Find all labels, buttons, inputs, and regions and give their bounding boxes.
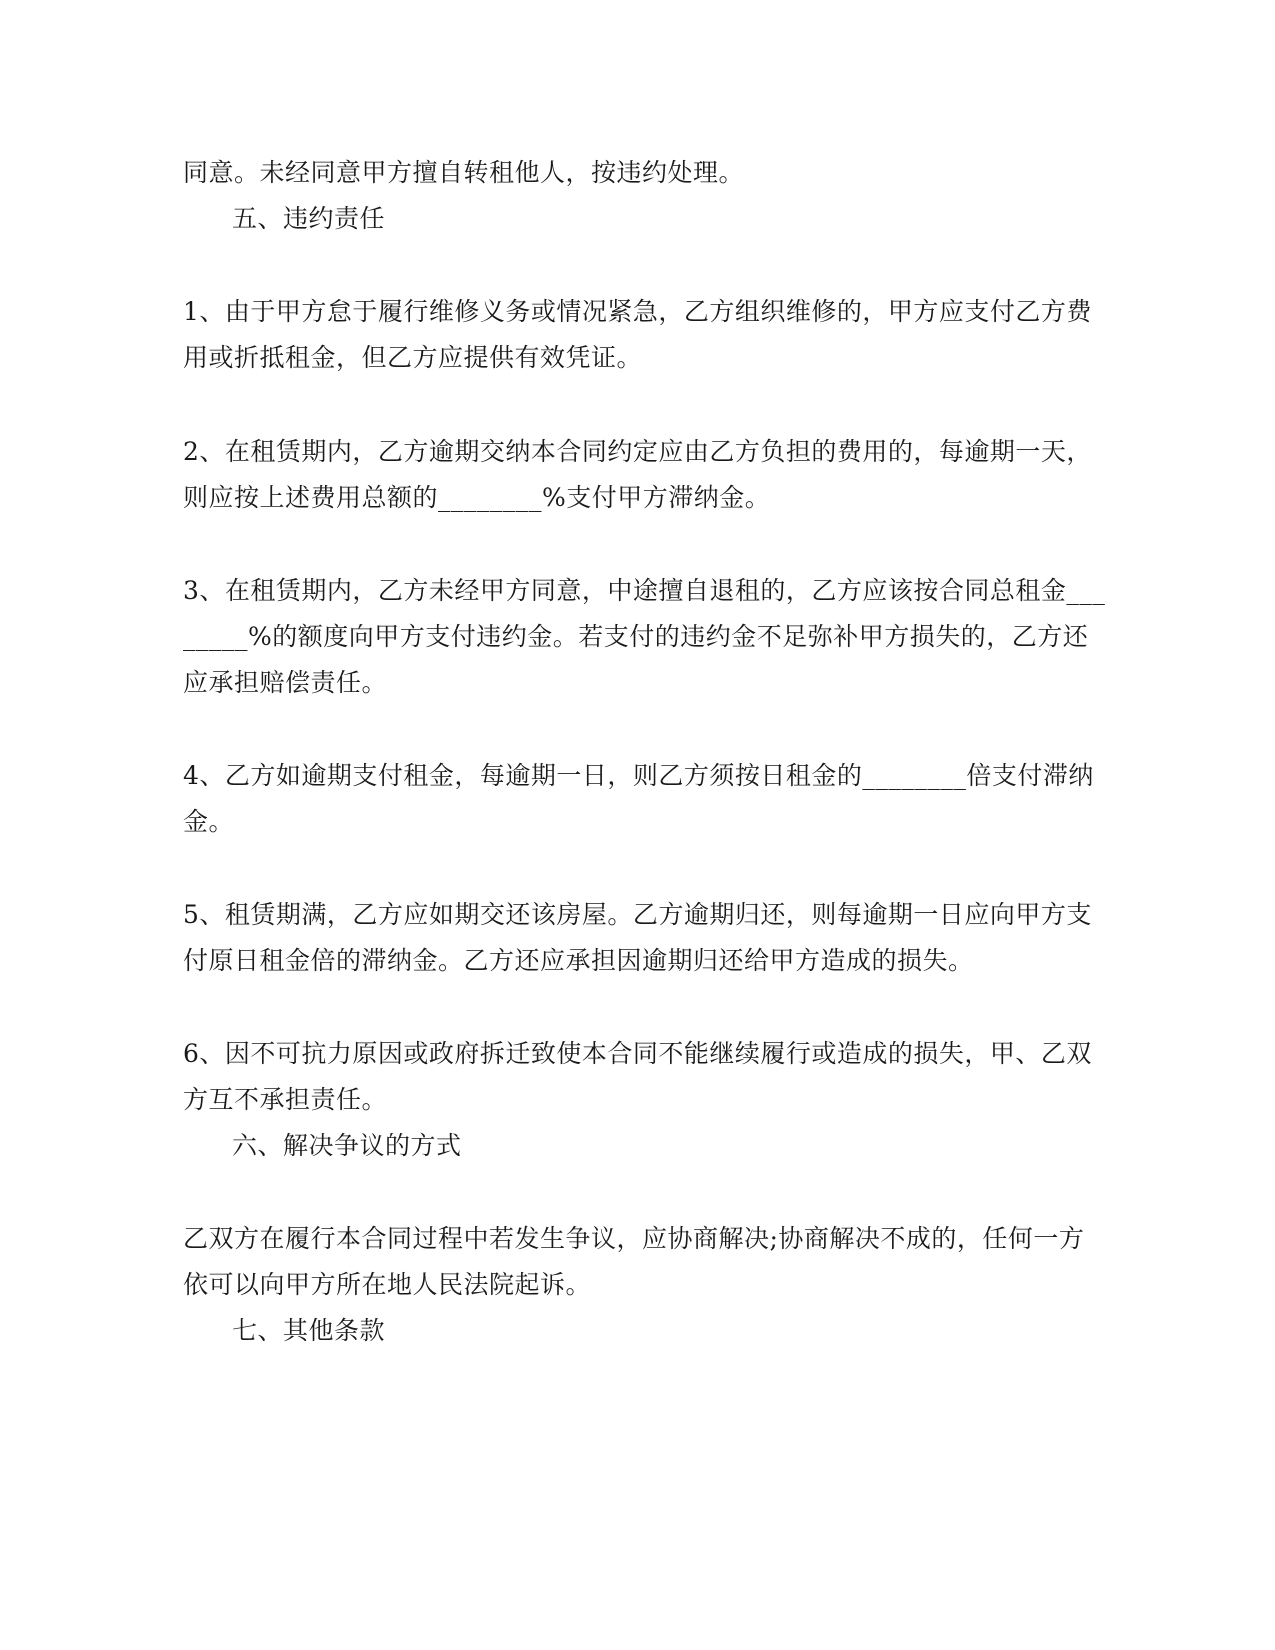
section-heading-dispute-resolution: 六、解决争议的方式 <box>232 1131 462 1160</box>
section-heading-breach-liability: 五、违约责任 <box>232 204 386 233</box>
text-line: 6、因不可抗力原因或政府拆迁致使本合同不能继续履行或造成的损失，甲、乙双 <box>183 1039 1092 1068</box>
text-line: 2、在租赁期内，乙方逾期交纳本合同约定应由乙方负担的费用的，每逾期一天， <box>183 437 1092 466</box>
text-line: 则应按上述费用总额的________%支付甲方滞纳金。 <box>183 483 771 512</box>
text-line: 用或折抵租金，但乙方应提供有效凭证。 <box>183 343 643 372</box>
text-line: 4、乙方如逾期支付租金，每逾期一日，则乙方须按日租金的________倍支付滞纳 <box>183 761 1094 790</box>
text-line: 3、在租赁期内，乙方未经甲方同意，中途擅自退租的，乙方应该按合同总租金___ <box>183 576 1106 605</box>
text-line: _____%的额度向甲方支付违约金。若支付的违约金不足弥补甲方损失的，乙方还 <box>183 622 1089 651</box>
text-line: 1、由于甲方怠于履行维修义务或情况紧急，乙方组织维修的，甲方应支付乙方费 <box>183 297 1092 326</box>
text-line: 乙双方在履行本合同过程中若发生争议，应协商解决;协商解决不成的，任何一方 <box>183 1224 1085 1253</box>
text-line: 同意。未经同意甲方擅自转租他人，按违约处理。 <box>183 158 745 187</box>
section-heading-other-terms: 七、其他条款 <box>232 1316 386 1345</box>
text-line: 付原日租金倍的滞纳金。乙方还应承担因逾期归还给甲方造成的损失。 <box>183 946 974 975</box>
text-line: 5、租赁期满，乙方应如期交还该房屋。乙方逾期归还，则每逾期一日应向甲方支 <box>183 900 1092 929</box>
text-line: 应承担赔偿责任。 <box>183 668 388 697</box>
text-line: 金。 <box>183 807 235 836</box>
text-line: 依可以向甲方所在地人民法院起诉。 <box>183 1270 592 1299</box>
text-line: 方互不承担责任。 <box>183 1085 388 1114</box>
